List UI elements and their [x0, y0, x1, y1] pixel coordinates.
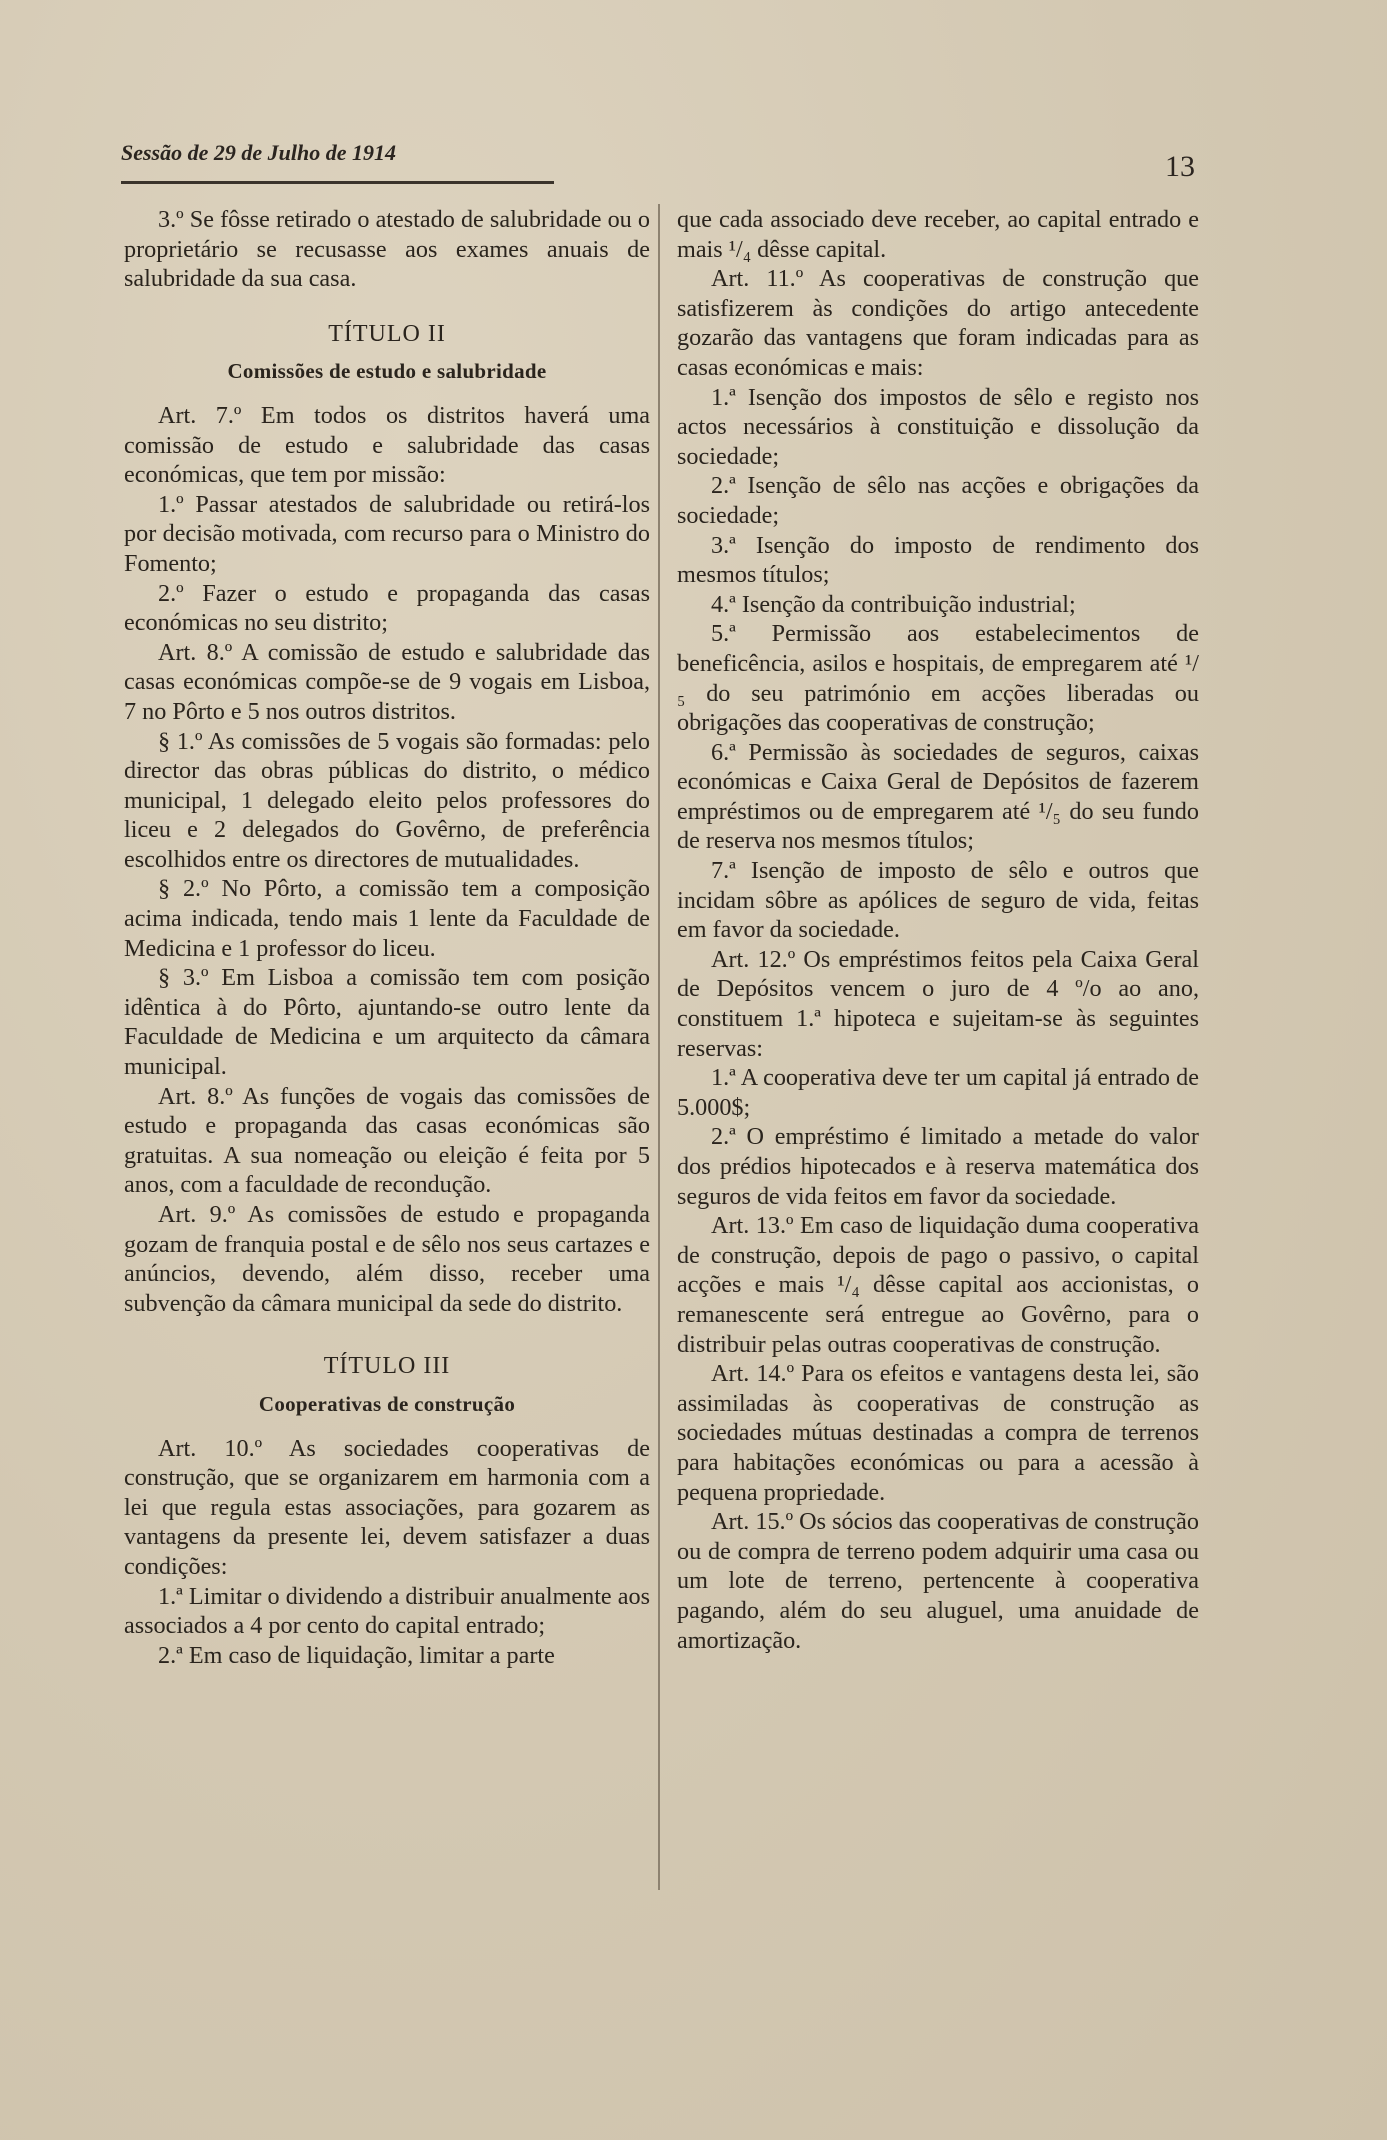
- section-title: TÍTULO III: [323, 1353, 451, 1380]
- article-item: 1.ª Isenção dos impostos de sêlo e registo nos actos necessários à constituição e dissolução da sociedade;: [677, 383, 1199, 470]
- article-item: 5.ª Permissão aos estabelecimentos de beneficência, asilos e hospitais, de empregarem até ¹/₅ do seu património em acções liberadas ou obrigações das cooperativas de construção;: [677, 620, 1199, 737]
- section-title: TÍTULO II: [328, 320, 446, 347]
- article-item: 2.ª Em caso de liquidação, limitar a parte: [158, 1641, 555, 1669]
- article: Art. 8.º A comissão de estudo e salubridade das casas económicas compõe-se de 9 vogais em Lisboa, 7 no Pôrto e 5 nos outros distritos.: [124, 638, 650, 725]
- article-item: 1.ª A cooperativa deve ter um capital já entrado de 5.000$;: [677, 1064, 1199, 1121]
- article-item: 2.º Fazer o estudo e propaganda das casas económicas no seu distrito;: [124, 579, 650, 637]
- column-divider: [658, 204, 660, 1890]
- article: Art. 13.º Em caso de liquidação duma cooperativa de construção, depois de pago o passivo, o capital acções e mais ¹/₄ dêsse capital aos accionistas, o remanescente será entregue ao Govêrno, para o distribuir pelas outras cooperativas de construção.: [677, 1212, 1199, 1358]
- article-item: 7.ª Isenção de imposto de sêlo e outros que incidam sôbre as apólices de seguro de vida, feitas em favor da sociedade.: [677, 857, 1199, 944]
- right-column: [677, 205, 1199, 1655]
- article-item: 2.ª Isenção de sêlo nas acções e obrigações da sociedade;: [677, 472, 1199, 529]
- article-item: 1.º Passar atestados de salubridade ou retirá-los por decisão motivada, com recurso para o Ministro do Fomento;: [124, 490, 650, 577]
- article-paragraph: § 3.º Em Lisboa a comissão tem com posição idêntica à do Pôrto, ajuntando-se outro lente da Faculdade de Medicina e um arquitecto da câmara municipal.: [124, 964, 650, 1081]
- article: Art. 10.º As sociedades cooperativas de construção, que se organizarem em harmonia com a lei que regula estas associações, para gozarem as vantagens da presente lei, devem satisfazer a duas condições:: [124, 1434, 650, 1580]
- article: Art. 15.º Os sócios das cooperativas de construção ou de compra de terreno podem adquirir uma casa ou um lote de terreno, pertencente à cooperativa pagando, além do seu aluguel, uma anuidade de amortização.: [677, 1508, 1199, 1654]
- paragraph: que cada associado deve receber, ao capital entrado e mais ¹/₄ dêsse capital.: [677, 206, 1199, 263]
- section-subtitle: Comissões de estudo e salubridade: [227, 359, 547, 384]
- article: Art. 14.º Para os efeitos e vantagens desta lei, são assimiladas às cooperativas de construção as sociedades mútuas destinadas a compra de terrenos para habitações económicas ou para a acessão à pequena propriedade.: [677, 1360, 1199, 1506]
- header-rule: [121, 181, 554, 184]
- running-title: Sessão de 29 de Julho de 1914: [121, 140, 396, 165]
- article: Art. 8.º As funções de vogais das comissões de estudo e propaganda das casas económicas são gratuitas. A sua nomeação ou eleição é feita por 5 anos, com a faculdade de recondução.: [124, 1082, 650, 1199]
- article-item: 1.ª Limitar o dividendo a distribuir anualmente aos associados a 4 por cento do capital entrado;: [124, 1582, 650, 1640]
- article-item: 2.ª O empréstimo é limitado a metade do valor dos prédios hipotecados e à reserva matemática dos seguros de vida feitos em favor da sociedade.: [677, 1123, 1199, 1210]
- page-number: 13: [1165, 150, 1195, 183]
- article: Art. 7.º Em todos os distritos haverá uma comissão de estudo e salubridade das casas económicas, que tem por missão:: [124, 401, 650, 489]
- article-paragraph: § 1.º As comissões de 5 vogais são formadas: pelo director das obras públicas do distrito, o médico municipal, 1 delegado eleito pelos professores do liceu e 2 delegados do Govêrno, de preferência escolhidos entre os directores de mutualidades.: [124, 727, 650, 873]
- article-item: 6.ª Permissão às sociedades de seguros, caixas económicas e Caixa Geral de Depósitos de fazerem empréstimos ou de empregarem até ¹/₅ do seu fundo de reserva nos mesmos títulos;: [677, 738, 1199, 855]
- article: Art. 11.º As cooperativas de construção que satisfizerem às condições do artigo antecedente gozarão das vantagens que foram indicadas para as casas económicas e mais:: [677, 265, 1199, 381]
- article: Art. 9.º As comissões de estudo e propaganda gozam de franquia postal e de sêlo nos seus cartazes e anúncios, devendo, além disso, receber uma subvenção da câmara municipal da sede do distrito.: [124, 1201, 650, 1317]
- article: Art. 12.º Os empréstimos feitos pela Caixa Geral de Depósitos vencem o juro de 4 º/o ao ano, constituem 1.ª hipoteca e sujeitam-se às seguintes reservas:: [677, 945, 1199, 1062]
- article-item: 3.ª Isenção do imposto de rendimento dos mesmos títulos;: [677, 531, 1199, 589]
- left-column: [124, 205, 650, 1670]
- article-paragraph: § 2.º No Pôrto, a comissão tem a composição acima indicada, tendo mais 1 lente da Faculdade de Medicina e 1 professor do liceu.: [124, 875, 650, 962]
- paragraph: 3.º Se fôsse retirado o atestado de salubridade ou o proprietário se recusasse aos exames anuais de salubridade da sua casa.: [124, 206, 650, 293]
- section-subtitle: Cooperativas de construção: [258, 1391, 516, 1416]
- article-item: 4.ª Isenção da contribuição industrial;: [711, 590, 1076, 618]
